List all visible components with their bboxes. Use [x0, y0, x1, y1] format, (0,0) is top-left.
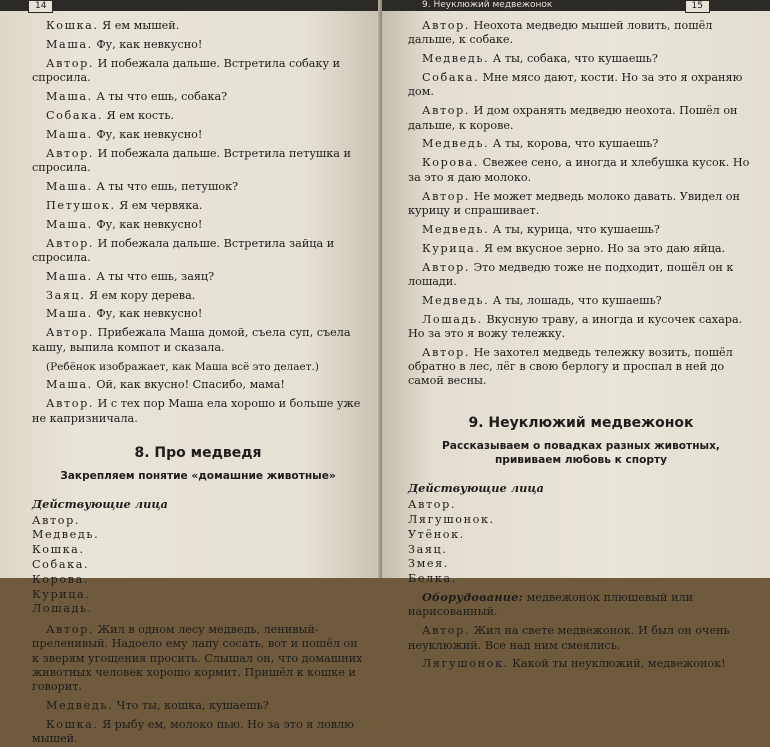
speaker-name: Маша. — [46, 89, 93, 103]
dialogue-line — [408, 657, 754, 671]
speaker-name: Автор. — [422, 260, 471, 274]
dialogue-line — [408, 313, 754, 342]
line-text: А ты что ешь, собака? — [92, 89, 228, 103]
speaker-name: Маша. — [46, 378, 93, 392]
dialogue-block — [408, 624, 754, 671]
line-text: И дом охранять медведю неохота. Пошёл он дальше, к корове. — [408, 104, 738, 132]
speaker-name: Медведь. — [422, 293, 490, 307]
cast-member: Лошадь. — [32, 602, 93, 616]
line-text: Жил на свете медвежонок. И был он очень неуклюжий. Все над ним смеялись. — [408, 624, 730, 652]
speaker-name: Курица. — [422, 241, 481, 255]
cast-heading: Действующие лица — [408, 481, 544, 496]
section-title: 8. Про медведя — [134, 444, 262, 461]
line-text: Я ем кору дерева. — [85, 288, 196, 302]
dialogue-line — [408, 137, 754, 151]
line-text: Прибежала Маша домой, съела суп, съела кашу, выпила компот и сказала. — [32, 326, 351, 354]
speaker-name: Автор. — [422, 345, 471, 359]
cast-member: Медведь. — [32, 528, 100, 542]
line-text: А ты что ешь, заяц? — [92, 269, 215, 283]
speaker-name: Медведь. — [422, 137, 490, 151]
section-title: 9. Неуклюжий медвежонок — [468, 415, 694, 432]
dialogue-line — [32, 109, 364, 123]
speaker-name: Заяц. — [46, 288, 86, 302]
line-text: Это медведю тоже не подходит, пошёл он к лошади. — [408, 260, 734, 288]
speaker-name: Автор. — [46, 236, 95, 250]
line-text: Фу, как невкусно! — [92, 307, 203, 321]
left-page — [0, 0, 382, 746]
dialogue-line — [408, 104, 754, 133]
dialogue-line — [32, 180, 364, 194]
dialogue-line — [408, 156, 754, 185]
line-text: Фу, как невкусно! — [92, 37, 203, 51]
cast-member: Белка. — [408, 572, 457, 586]
dialogue-block — [32, 378, 364, 425]
dialogue-line — [32, 718, 364, 747]
speaker-name: Автор. — [46, 623, 95, 637]
line-text: И побежала дальше. Встретила зайца и спросила. — [32, 236, 335, 264]
speaker-name: Маша. — [46, 217, 93, 231]
cast-list — [32, 514, 364, 618]
speaker-name: Кошка. — [46, 19, 99, 32]
right-page-header — [382, 0, 770, 13]
dialogue-line — [32, 699, 364, 713]
line-text: Мне мясо дают, кости. Но за это я охраняю дом. — [408, 71, 743, 99]
speaker-name: Медведь. — [46, 699, 114, 713]
line-text: Я ем вкусное зерно. Но за это даю яйца. — [480, 241, 726, 255]
running-head-bar — [0, 0, 382, 11]
dialogue-line — [408, 223, 754, 237]
right-page — [382, 0, 770, 671]
line-text: И с тех пор Маша ела хорошо и больше уже не капризничала. — [32, 397, 361, 425]
cast-member: Автор. — [32, 513, 81, 527]
cast-member: Корова. — [32, 572, 90, 586]
line-text: Не захотел медведь тележку возить, пошёл обратно в лес, лёг в свою берлогу и проспал в ней до самой весны. — [408, 345, 733, 388]
speaker-name: Корова. — [422, 156, 480, 170]
running-head-bar: 9. Неуклюжий медвежонок — [382, 0, 770, 11]
line-text: И побежала дальше. Встретила собаку и спросила. — [32, 56, 341, 85]
dialogue-line — [32, 270, 364, 284]
cast-member: Утёнок. — [408, 527, 465, 541]
dialogue-line — [32, 307, 364, 321]
speaker-name: Автор. — [422, 19, 471, 32]
dialogue-line — [32, 623, 364, 694]
line-text: Какой ты неуклюжий, медвежонок! — [508, 657, 726, 671]
left-page-header — [0, 0, 382, 13]
dialogue-line — [408, 19, 754, 48]
stage-note: (Ребёнок изображает, как Маша всё это делает.) — [46, 360, 319, 373]
speaker-name: Маша. — [46, 127, 93, 141]
equipment-label: Оборудование: — [422, 590, 524, 605]
line-text: И побежала дальше. Встретила петушка и спросила. — [32, 146, 351, 174]
speaker-name: Медведь. — [422, 52, 490, 66]
dialogue-line — [32, 57, 364, 86]
dialogue-line — [32, 38, 364, 52]
speaker-name: Автор. — [422, 624, 471, 638]
line-text: Фу, как невкусно! — [92, 127, 203, 141]
line-text: Неохота медведю мышей ловить, пошёл дальше, к собаке. — [408, 19, 713, 47]
line-text: А ты что ешь, петушок? — [92, 179, 239, 193]
cast-member: Змея. — [408, 557, 449, 571]
line-text: Что ты, кошка, кушаешь? — [113, 699, 269, 713]
speaker-name: Собака. — [422, 71, 480, 85]
dialogue-line — [32, 326, 364, 355]
dialogue-line — [408, 624, 754, 653]
dialogue-line — [32, 90, 364, 104]
line-text: А ты, лошадь, что кушаешь? — [489, 293, 662, 307]
dialogue-line — [408, 52, 754, 66]
speaker-name: Автор. — [422, 104, 471, 118]
dialogue-block — [408, 19, 754, 389]
line-text: Я ем кость. — [103, 108, 174, 122]
line-text: А ты, курица, что кушаешь? — [489, 222, 660, 236]
line-text: Не может медведь молоко давать. Увидел он курицу и спрашивает. — [408, 189, 740, 217]
line-text: Ой, как вкусно! Спасибо, мама! — [92, 378, 285, 392]
speaker-name: Автор. — [422, 189, 471, 203]
dialogue-line — [32, 289, 364, 303]
line-text: Я ем червяка. — [115, 198, 203, 212]
dialogue-block — [32, 623, 364, 747]
speaker-name: Маша. — [46, 269, 93, 283]
equipment-text: медвежонок плюшевый или нарисованный. — [408, 591, 694, 619]
dialogue-line — [32, 378, 364, 392]
dialogue-line — [408, 346, 754, 389]
line-text: А ты, корова, что кушаешь? — [489, 137, 659, 151]
dialogue-line — [408, 71, 754, 100]
speaker-name: Маша. — [46, 37, 93, 51]
dialogue-line — [408, 294, 754, 308]
cast-member: Заяц. — [408, 542, 448, 556]
section-subtitle: Закрепляем понятие «домашние животные» — [60, 469, 336, 482]
speaker-name: Петушок. — [46, 198, 116, 212]
line-text: Я ем мышей. — [98, 19, 180, 32]
speaker-name: Автор. — [46, 397, 95, 411]
dialogue-line — [408, 190, 754, 219]
cast-member: Лягушонок. — [408, 513, 495, 527]
speaker-name: Кошка. — [46, 718, 99, 732]
page-number: 14 — [28, 0, 53, 13]
speaker-name: Автор. — [46, 146, 95, 160]
cast-list — [408, 498, 754, 587]
cast-member: Курица. — [32, 587, 91, 601]
dialogue-line — [32, 19, 364, 33]
page-number: 15 — [685, 0, 710, 13]
dialogue-line — [408, 261, 754, 290]
cast-member: Автор. — [408, 498, 457, 512]
speaker-name: Лошадь. — [422, 312, 483, 326]
line-text: А ты, собака, что кушаешь? — [489, 52, 658, 66]
dialogue-line — [32, 237, 364, 266]
speaker-name: Автор. — [46, 326, 95, 340]
line-text: Свежее сено, а иногда и хлебушка кусок. Но за это я даю молоко. — [408, 156, 750, 184]
dialogue-line — [408, 242, 754, 256]
dialogue-line — [32, 128, 364, 142]
speaker-name: Маша. — [46, 179, 93, 193]
cast-heading: Действующие лица — [32, 496, 168, 511]
line-text: Я рыбу ем, молоко пью. Но за это я ловлю мышей. — [32, 718, 354, 746]
line-text: Вкусную траву, а иногда и кусочек сахара. Но за это я вожу тележку. — [408, 312, 743, 340]
equipment-line — [408, 590, 754, 620]
line-text: Жил в одном лесу медведь, ленивый-преленивый. Надоело ему лапу сосать, вот и пошёл он к зверям угощения просить. Слышал он, что домашних животных человек хорошо кормит. Пришёл к кошке и говорит. — [32, 623, 363, 694]
line-text: Фу, как невкусно! — [92, 217, 203, 231]
dialogue-line — [32, 397, 364, 426]
speaker-name: Автор. — [46, 56, 95, 70]
dialogue-line — [32, 218, 364, 232]
cast-member: Собака. — [32, 557, 90, 571]
speaker-name: Лягушонок. — [422, 657, 509, 671]
dialogue-block — [32, 19, 364, 355]
section-subtitle: Рассказываем о повадках разных животных, прививаем любовь к спорту — [442, 440, 720, 467]
speaker-name: Маша. — [46, 307, 93, 321]
dialogue-line — [32, 199, 364, 213]
speaker-name: Медведь. — [422, 222, 490, 236]
speaker-name: Собака. — [46, 108, 104, 122]
dialogue-line — [32, 147, 364, 176]
cast-member: Кошка. — [32, 543, 85, 557]
